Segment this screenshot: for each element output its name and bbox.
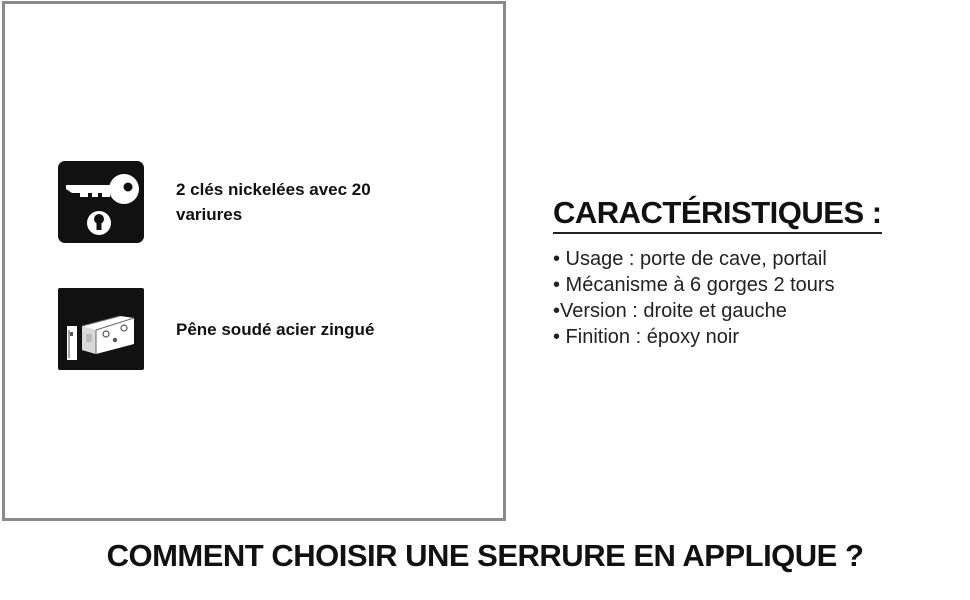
- specs-title: CARACTÉRISTIQUES :: [553, 195, 882, 234]
- key-lock-icon: [58, 161, 144, 243]
- footer-title: COMMENT CHOISIR UNE SERRURE EN APPLIQUE ?: [106, 538, 864, 573]
- list-item: • Mécanisme à 6 gorges 2 tours: [553, 274, 835, 296]
- specs-section: [553, 195, 933, 350]
- features-panel: [2, 1, 506, 521]
- feature-bolt-text: Pêne soudé acier zingué: [176, 319, 375, 339]
- feature-bolt: [58, 288, 426, 370]
- feature-keys-text: 2 clés nickelées avec 20 variures: [176, 180, 371, 224]
- specs-list: [553, 246, 933, 350]
- list-item: • Usage : porte de cave, portail: [553, 248, 827, 270]
- lock-bolt-icon: [58, 288, 144, 370]
- list-item: • Finition : époxy noir: [553, 326, 739, 348]
- feature-keys: [58, 161, 426, 243]
- list-item: •Version : droite et gauche: [553, 300, 787, 322]
